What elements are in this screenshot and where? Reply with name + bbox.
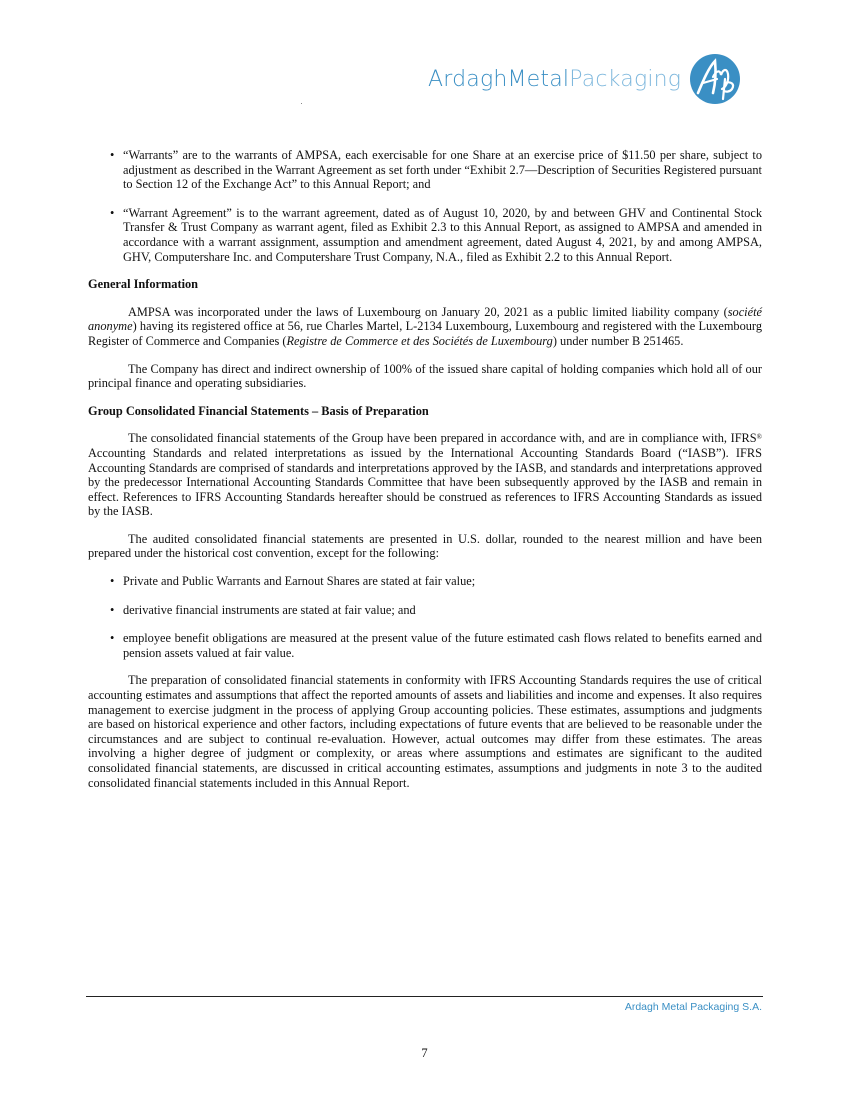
text-run: ) under number B 251465. [552, 333, 684, 348]
list-item: • Private and Public Warrants and Earnout Shares are stated at fair value; [88, 574, 762, 589]
list-item: • employee benefit obligations are measured at the present value of the future estimated cash flows related to benefits earned and pension assets valued at fair value. [88, 631, 762, 660]
definitions-list [88, 148, 762, 264]
footer-divider [86, 996, 763, 997]
company-logo [428, 50, 741, 108]
logo-word-packaging: Packaging [569, 66, 682, 92]
footer-company-name: Ardagh Metal Packaging S.A. [624, 1001, 762, 1013]
logo-word-ardagh: Ardagh [428, 66, 508, 92]
section-heading: General Information [88, 277, 199, 292]
fair-value-list [88, 574, 762, 660]
section-heading: Group Consolidated Financial Statements – Basis of Preparation [88, 403, 429, 418]
text-run: ) having its registered office at 56, rue Charles Martel, L-2134 Luxembourg, Luxembourg and registered with the Luxembourg Register of Commerce and Companies ( [88, 319, 762, 348]
list-item: • “Warrant Agreement” is to the warrant agreement, dated as of August 10, 2020, by and between GHV and Continental Stock Transfer & Trust Company as warrant agent, filed as Exhibit 2.3 to this Annual Report, as assigned to AMPSA and amended in accordance with a warrant assignment, assumption and amendment agreement, dated August 4, 2021, by and among AMPSA, GHV, Computershare Inc. and Computershare Trust Company, N.A., filed as Exhibit 2.2 to this Annual Report. [88, 206, 762, 264]
italic-text: société anonyme [88, 304, 762, 334]
paragraph: The preparation of consolidated financial statements in conformity with IFRS Accounting Standards requires the use of critical accounting estimates and assumptions that affect the reported amounts of assets and liabilities and income and expenses. It also requires management to exercise judgment in the process of applying Group accounting policies. These estimates, assumptions and judgments are based on historical experience and other factors, including expectations of future events that are believed to be reasonable under the circumstances and are subject to continual re-evaluation. However, actual outcomes may differ from these estimates. The areas involving a higher degree of judgment or complexity, or areas where assumptions and estimates are significant to the audited consolidated financial statements, are discussed in critical accounting estimates, assumptions and judgments in note 3 to the audited consolidated financial statements included in this Annual Report. [88, 673, 762, 790]
list-item: • derivative financial instruments are stated at fair value; and [88, 603, 762, 618]
registered-mark: ® [756, 433, 762, 442]
paragraph [88, 305, 762, 349]
text-run: AMPSA was incorporated under the laws of Luxembourg on January 20, 2021 as a public limited liability company ( [128, 304, 728, 319]
paragraph: The audited consolidated financial statements are presented in U.S. dollar, rounded to the nearest million and have been prepared under the historical cost convention, except for the following: [88, 531, 762, 561]
amp-monogram-icon [689, 53, 741, 105]
italic-text: Registre de Commerce et des Sociétés de Luxembourg [286, 333, 553, 348]
document-body [88, 148, 762, 790]
page-number: 7 [421, 1046, 428, 1060]
logo-word-metal: Metal [507, 66, 570, 92]
list-item: • “Warrants” are to the warrants of AMPSA, each exercisable for one Share at an exercise price of $11.50 per share, subject to adjustment as described in the Warrant Agreement as set forth under “Exhibit 2.7—Description of Securities Registered pursuant to Section 12 of the Exchange Act” to this Annual Report; and [88, 148, 762, 192]
stray-dot [301, 103, 302, 104]
paragraph: The Company has direct and indirect ownership of 100% of the issued share capital of holding companies which hold all of our principal finance and operating subsidiaries. [88, 361, 762, 391]
logo-wordmark [428, 67, 681, 92]
text-run: The consolidated financial statements of the Group have been prepared in accordance with, and are in compliance with, IFRS [128, 431, 757, 446]
paragraph [88, 431, 762, 519]
text-run: Accounting Standards and related interpretations as issued by the International Accounting Standards Board (“IASB”). IFRS Accounting Standards are comprised of standards and interpretations approved by the IASB, and standards and interpretations approved by the predecessor International Accounting Standards Committee that have been subsequently approved by the IASB and remain in effect. References to IFRS Accounting Standards hereafter should be construed as references to IFRS Accounting Standards as issued by the IASB. [88, 445, 762, 519]
